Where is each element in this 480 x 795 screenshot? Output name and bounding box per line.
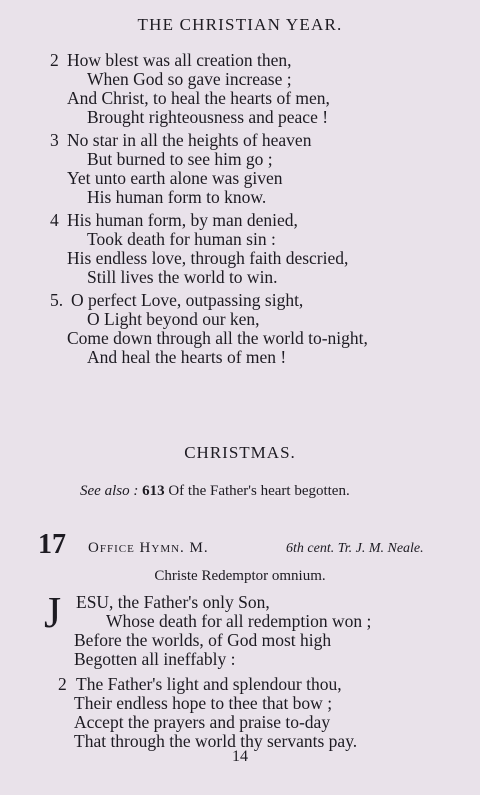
verse-line: Brought righteousness and peace ! <box>87 107 329 127</box>
verse-line: His human form to know. <box>87 187 267 207</box>
see-also-note <box>80 483 350 500</box>
verse-line: Still lives the world to win. <box>87 267 278 287</box>
verse-line: Took death for human sin : <box>87 229 276 249</box>
verse-line: Their endless hope to thee that bow ; <box>74 693 333 713</box>
stanza-number: 4 <box>50 210 59 230</box>
stanza-number: 2 <box>50 50 59 70</box>
verse-line: Yet unto earth alone was given <box>67 168 283 188</box>
verse-line: His endless love, through faith descried, <box>67 248 349 268</box>
verse-line: Accept the prayers and praise to-day <box>74 712 331 732</box>
stanza-number: 3 <box>50 130 59 150</box>
hymn-number: 17 <box>38 529 66 560</box>
verse-line: ESU, the Father's only Son, <box>76 592 270 612</box>
verse-line: His human form, by man denied, <box>67 210 298 230</box>
page-number: 14 <box>232 748 248 765</box>
verse-line: Come down through all the world to-night, <box>67 328 368 348</box>
verse-line: And heal the hearts of men ! <box>87 347 287 367</box>
verse-line: And Christ, to heal the hearts of men, <box>67 88 330 108</box>
verse-line: The Father's light and splendour thou, <box>76 674 342 694</box>
section-title: CHRISTMAS. <box>184 443 296 462</box>
verse-line: Before the worlds, of God most high <box>74 630 332 650</box>
verse-line: O Light beyond our ken, <box>87 309 260 329</box>
see-also-label: See also : <box>80 483 139 499</box>
drop-cap: J <box>44 588 62 637</box>
verse-line: Begotten all ineffably : <box>74 649 236 669</box>
verse-line: That through the world thy servants pay. <box>74 731 358 751</box>
verse-line: When God so gave increase ; <box>87 69 292 89</box>
verse-line: Whose death for all redemption won ; <box>106 611 372 631</box>
hymn-label: Office Hymn. M. <box>88 540 209 556</box>
verse-line: No star in all the heights of heaven <box>67 130 312 150</box>
verse-line: O perfect Love, outpassing sight, <box>71 290 304 310</box>
verse-line: How blest was all creation then, <box>67 50 292 70</box>
stanza-number: 2 <box>58 674 67 694</box>
hymn-attribution: 6th cent. Tr. J. M. Neale. <box>286 541 424 556</box>
stanza-number: 5. <box>50 290 64 310</box>
latin-title: Christe Redemptor omnium. <box>154 568 326 584</box>
verse-line: But burned to see him go ; <box>87 149 273 169</box>
running-head: THE CHRISTIAN YEAR. <box>137 15 343 34</box>
see-also-number: 613 <box>142 483 165 499</box>
see-also-text: Of the Father's heart begotten. <box>168 483 350 499</box>
